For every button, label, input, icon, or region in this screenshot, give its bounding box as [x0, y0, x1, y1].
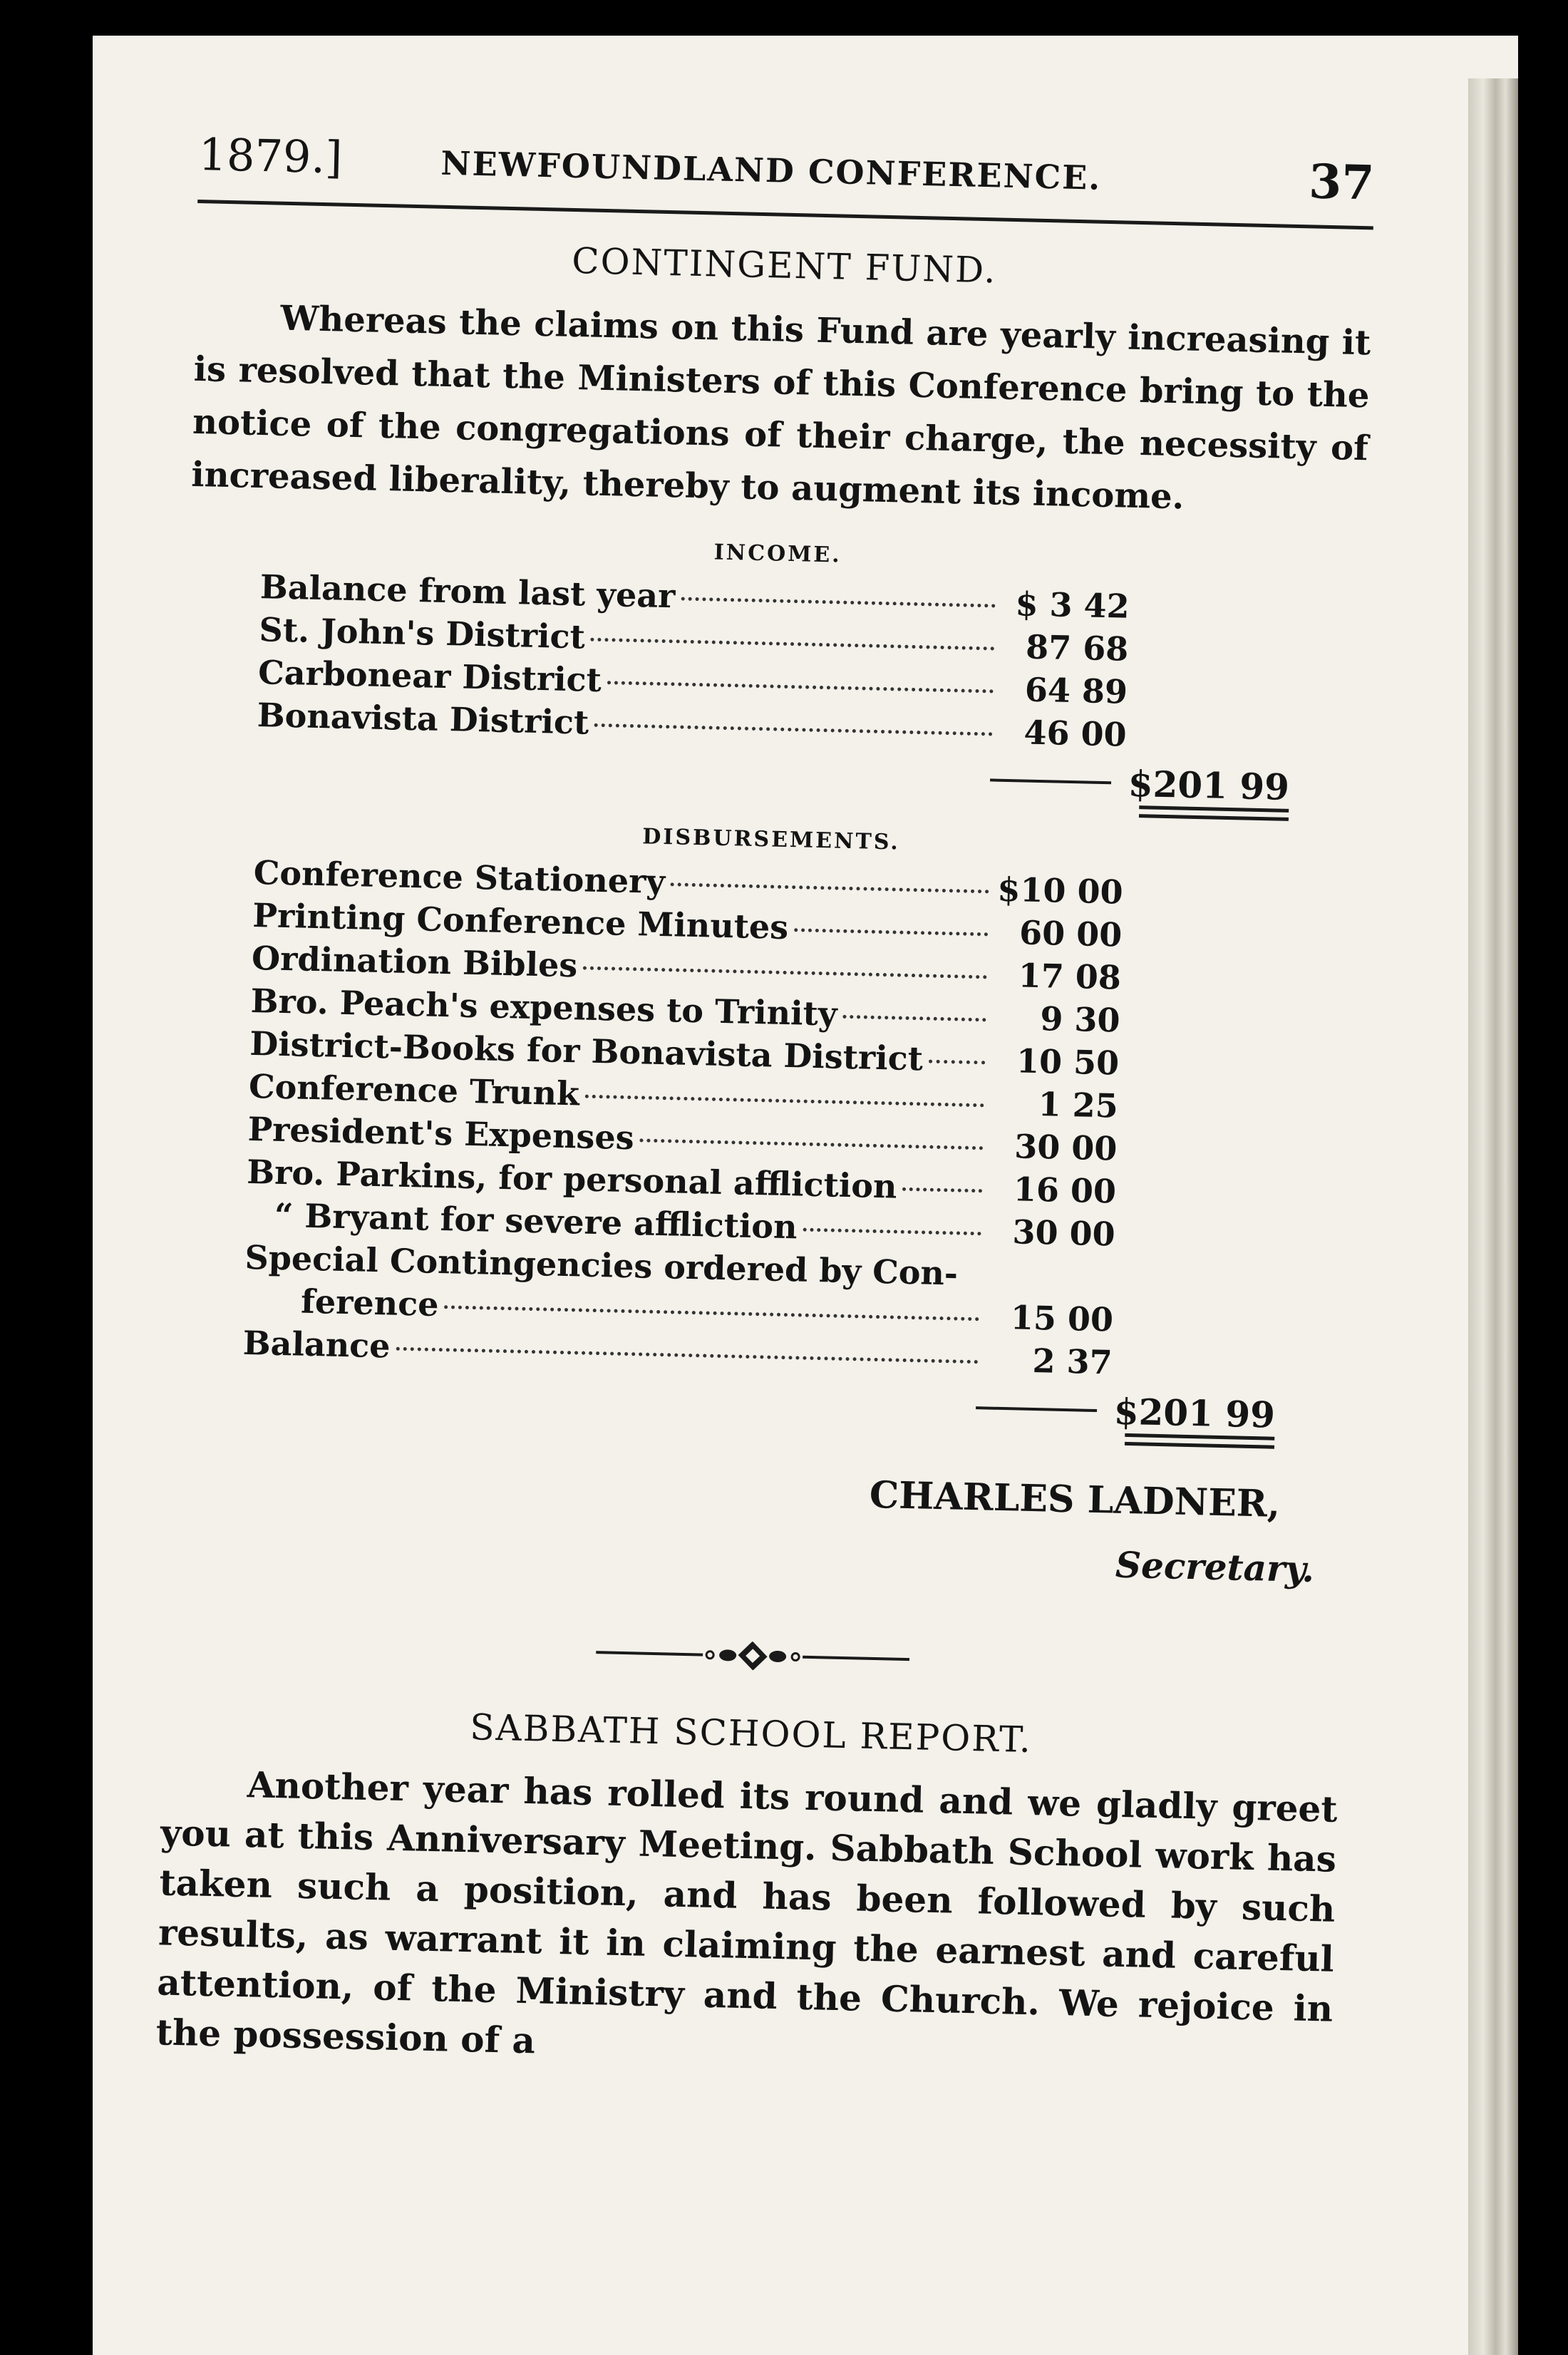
disbursement-label: Bro. Peach's expenses to Trinity	[250, 981, 838, 1034]
disbursement-amount: 15 00	[1010, 1298, 1114, 1339]
disbursements-heading: DISBURSEMENTS.	[641, 824, 901, 855]
sabbath-school-body	[155, 1758, 1338, 2083]
dot-leader	[902, 1178, 982, 1193]
dot-leader	[842, 1005, 986, 1022]
signature-title: Secretary.	[1115, 1543, 1315, 1591]
income-heading: INCOME.	[713, 540, 842, 568]
disbursement-amount: 9 30	[1039, 999, 1121, 1040]
dot-leader	[639, 1128, 983, 1150]
sabbath-school-paragraph: Another year has rolled its round and we gladly greet you at this Anniversary Meeting. Sabbath School work has taken such a position, and has been followed by such results, as warrant it in claiming the earnest and careful attention, of the Ministry and the Church. We rejoice in the possession of a	[155, 1763, 1339, 2062]
page-edge	[1468, 78, 1518, 2355]
income-total: $201 99	[1125, 762, 1289, 808]
dot-leader	[583, 957, 987, 979]
disbursement-label: Bro. Parkins, for personal affliction	[246, 1152, 898, 1206]
disbursement-amount: $10 00	[996, 870, 1124, 912]
disbursement-label: Conference Stationery	[253, 853, 666, 902]
dot-leader	[929, 1050, 986, 1065]
income-label: Balance from last year	[259, 567, 676, 616]
disbursement-amount: 1 25	[1038, 1085, 1119, 1125]
total-rule	[976, 1406, 1097, 1412]
income-amount: 46 00	[1023, 713, 1128, 754]
disbursement-label: Balance	[242, 1323, 391, 1366]
disbursements-total: $201 99	[1110, 1390, 1275, 1436]
total-rule	[990, 778, 1111, 784]
header-year: 1879.]	[197, 128, 344, 184]
dot-leader	[594, 713, 993, 736]
page-number: 37	[1308, 153, 1376, 211]
income-amount: $ 3 42	[1015, 584, 1130, 626]
ornament-divider	[165, 1628, 1341, 1683]
dot-leader	[591, 628, 995, 651]
income-amount: 87 68	[1025, 627, 1129, 669]
dot-leader	[794, 918, 989, 936]
dot-leader	[803, 1218, 981, 1236]
running-header	[197, 114, 1375, 230]
contingent-fund-heading: CONTINGENT FUND.	[571, 239, 997, 292]
header-title: NEWFOUNDLAND CONFERENCE.	[440, 143, 1102, 197]
disbursement-label: Special Contingencies ordered by Con-	[244, 1237, 959, 1293]
disbursement-amount	[986, 1285, 1114, 1288]
dot-leader	[671, 872, 989, 893]
ornament-icon	[596, 1638, 910, 1674]
disbursement-amount: 2 37	[1031, 1341, 1113, 1382]
disbursement-amount: 16 00	[1013, 1170, 1117, 1211]
disbursement-label: Ordination Bibles	[251, 938, 578, 985]
disbursement-amount: 10 50	[1016, 1041, 1120, 1083]
signature-name: CHARLES LADNER,	[869, 1473, 1281, 1526]
disbursement-amount: 30 00	[1012, 1212, 1116, 1254]
dot-leader	[607, 671, 994, 693]
dot-leader	[681, 587, 996, 608]
income-label: Carbonear District	[257, 653, 602, 699]
page-content	[155, 114, 1375, 2084]
income-table	[256, 567, 1294, 812]
disbursement-label: ference	[300, 1282, 440, 1324]
disbursements-table	[242, 853, 1288, 1440]
disbursement-label: Conference Trunk	[248, 1066, 580, 1113]
income-label: St. John's District	[259, 610, 586, 656]
disbursement-label: President's Expenses	[247, 1109, 635, 1158]
dot-leader	[585, 1085, 984, 1108]
income-label: Bonavista District	[257, 696, 589, 742]
income-amount: 64 89	[1024, 670, 1128, 711]
sabbath-school-heading: SABBATH SCHOOL REPORT.	[469, 1706, 1033, 1761]
disbursement-label: “ Bryant for severe affliction	[274, 1195, 798, 1247]
dot-leader	[444, 1295, 979, 1321]
contingent-fund-paragraph: Whereas the claims on this Fund are yearly increasing it is resolved that the Ministers of this Conference bring to the notice of the congregations of their charge, the necessity of increased liberality, thereby to augment its income.	[190, 298, 1371, 517]
disbursement-label: District-Books for Bonavista District	[249, 1024, 924, 1078]
disbursement-amount: 60 00	[1018, 913, 1123, 954]
book-page	[93, 36, 1518, 2355]
disbursement-amount: 30 00	[1013, 1127, 1118, 1168]
disbursement-amount: 17 08	[1018, 956, 1122, 997]
dot-leader	[396, 1337, 979, 1364]
disbursement-label: Printing Conference Minutes	[252, 895, 789, 947]
